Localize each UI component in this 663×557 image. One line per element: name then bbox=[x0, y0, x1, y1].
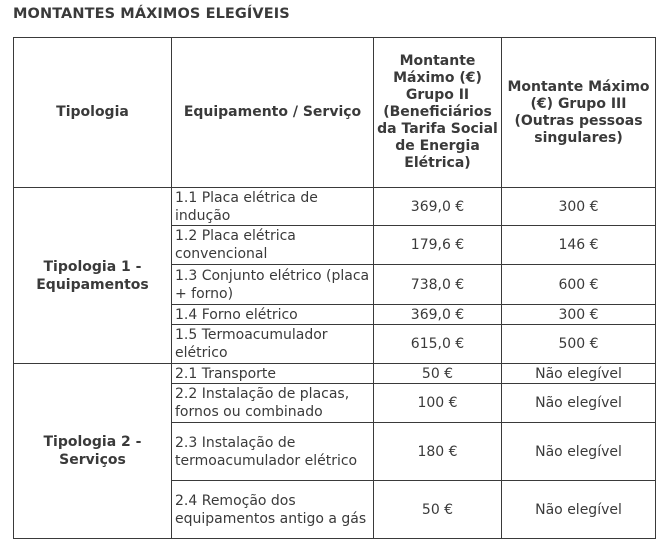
row-grupo-iii-value: Não elegível bbox=[502, 384, 656, 423]
table-row bbox=[14, 364, 656, 384]
row-grupo-ii-value: 180 € bbox=[374, 423, 502, 481]
table-header-row bbox=[14, 38, 656, 188]
table-row bbox=[14, 188, 656, 226]
row-grupo-iii-value: Não elegível bbox=[502, 481, 656, 539]
row-item: 1.1 Placa elétrica de indução bbox=[172, 188, 374, 226]
row-grupo-iii-value: 500 € bbox=[502, 325, 656, 364]
row-grupo-ii-value: 50 € bbox=[374, 364, 502, 384]
header-tipologia: Tipologia bbox=[14, 38, 172, 188]
group-tipologia-2: Tipologia 2 - Serviços bbox=[14, 364, 172, 539]
row-item: 1.2 Placa elétrica convencional bbox=[172, 226, 374, 265]
row-item: 1.3 Conjunto elétrico (placa + forno) bbox=[172, 265, 374, 305]
row-grupo-iii-value: Não elegível bbox=[502, 423, 656, 481]
row-grupo-iii-value: 600 € bbox=[502, 265, 656, 305]
row-grupo-ii-value: 369,0 € bbox=[374, 188, 502, 226]
row-grupo-ii-value: 369,0 € bbox=[374, 305, 502, 325]
row-item: 2.2 Instalação de placas, fornos ou combinado bbox=[172, 384, 374, 423]
row-grupo-ii-value: 50 € bbox=[374, 481, 502, 539]
page-title: MONTANTES MÁXIMOS ELEGÍVEIS bbox=[13, 6, 290, 22]
eligible-amounts-table bbox=[13, 37, 656, 539]
row-grupo-iii-value: Não elegível bbox=[502, 364, 656, 384]
row-item: 1.4 Forno elétrico bbox=[172, 305, 374, 325]
row-grupo-ii-value: 100 € bbox=[374, 384, 502, 423]
group-tipologia-1: Tipologia 1 - Equipamentos bbox=[14, 188, 172, 364]
header-equipamento: Equipamento / Serviço bbox=[172, 38, 374, 188]
row-grupo-ii-value: 615,0 € bbox=[374, 325, 502, 364]
row-item: 2.1 Transporte bbox=[172, 364, 374, 384]
row-grupo-ii-value: 738,0 € bbox=[374, 265, 502, 305]
header-grupo-iii: Montante Máximo (€) Grupo III (Outras pessoas singulares) bbox=[502, 38, 656, 188]
row-item: 1.5 Termoacumulador elétrico bbox=[172, 325, 374, 364]
row-item: 2.3 Instalação de termoacumulador elétrico bbox=[172, 423, 374, 481]
row-grupo-iii-value: 146 € bbox=[502, 226, 656, 265]
row-grupo-iii-value: 300 € bbox=[502, 188, 656, 226]
row-grupo-iii-value: 300 € bbox=[502, 305, 656, 325]
row-item: 2.4 Remoção dos equipamentos antigo a gás bbox=[172, 481, 374, 539]
header-grupo-ii: Montante Máximo (€) Grupo II (Beneficiários da Tarifa Social de Energia Elétrica) bbox=[374, 38, 502, 188]
row-grupo-ii-value: 179,6 € bbox=[374, 226, 502, 265]
